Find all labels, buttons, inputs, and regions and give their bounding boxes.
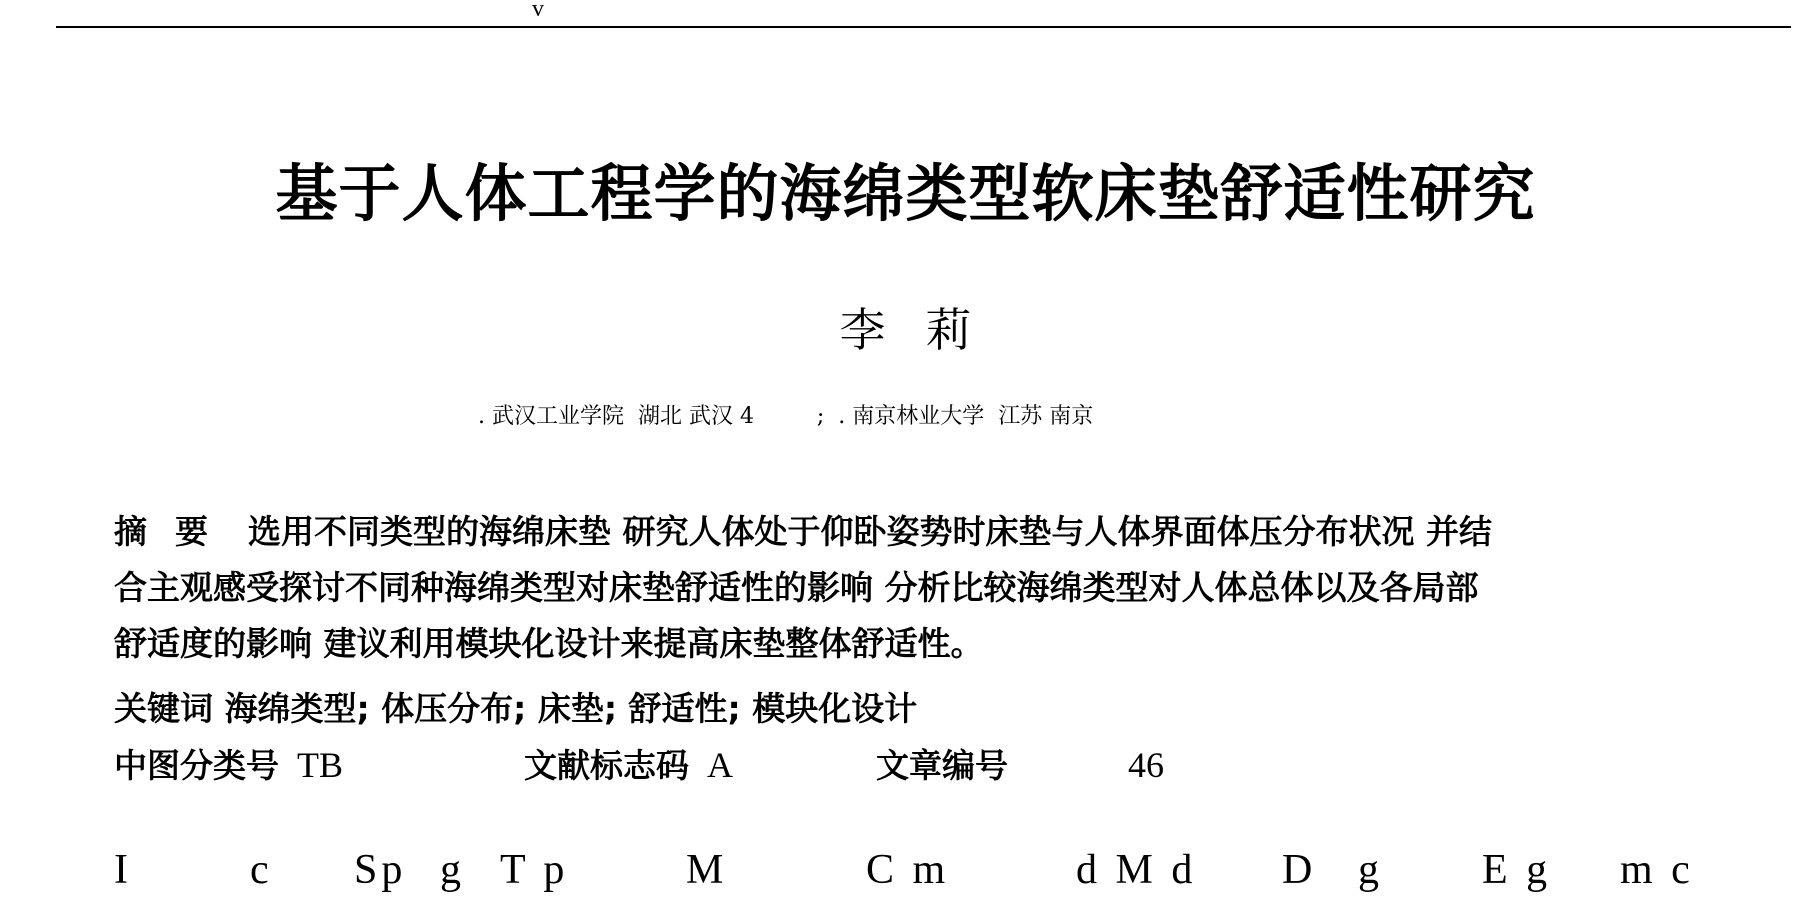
doc-code-value: A bbox=[707, 745, 733, 785]
english-title-fragment: c bbox=[250, 847, 273, 893]
english-title-fragment: D bbox=[1282, 847, 1317, 893]
running-header-mark: v bbox=[532, 0, 544, 22]
clc-number bbox=[114, 740, 343, 791]
english-title bbox=[114, 840, 1714, 900]
clc-label: 中图分类号 bbox=[114, 746, 279, 785]
document-code bbox=[524, 740, 733, 791]
abstract-line-3: 舒适度的影响 建议利用模块化设计来提高床垫整体舒适性。 bbox=[114, 624, 984, 663]
doc-code-label: 文献标志码 bbox=[524, 746, 689, 785]
english-title-fragment: E g bbox=[1482, 847, 1552, 893]
article-no-label: 文章编号 bbox=[876, 746, 1008, 785]
abstract-line-1 bbox=[114, 504, 1714, 560]
english-title-fragment: T p bbox=[500, 847, 569, 893]
english-title-fragment: I bbox=[114, 847, 132, 893]
english-title-fragment: d M d bbox=[1076, 847, 1197, 893]
paper-title: 基于人体工程学的海绵类型软床垫舒适性研究 bbox=[275, 157, 1536, 230]
abstract bbox=[114, 504, 1714, 672]
abstract-heading: 摘要 bbox=[114, 512, 236, 551]
english-title-fragment: g bbox=[440, 847, 465, 893]
english-title-fragment: m c bbox=[1620, 847, 1694, 893]
english-title-fragment: Sp bbox=[354, 847, 407, 893]
english-title-fragment: M bbox=[686, 847, 728, 893]
abstract-line-2: 合主观感受探讨不同种海绵类型对床垫舒适性的影响 分析比较海绵类型对人体总体以及各局部 bbox=[114, 568, 1479, 607]
article-no-value: 46 bbox=[1128, 745, 1164, 785]
article-number bbox=[876, 740, 1164, 791]
clc-value: TB bbox=[297, 745, 344, 785]
english-title-fragment: C m bbox=[866, 847, 950, 893]
author-affiliation: . 武汉工业学院 湖北 武汉 4 ; . 南京林业大学 江苏 南京 bbox=[478, 404, 1094, 429]
english-title-fragment: g bbox=[1358, 847, 1383, 893]
header-rule bbox=[56, 26, 1791, 28]
author-name: 李莉 bbox=[839, 303, 1012, 357]
abstract-text: 选用不同类型的海绵床垫 研究人体处于仰卧姿势时床垫与人体界面体压分布状况 并结 bbox=[248, 512, 1492, 551]
keywords: 关键词 海绵类型; 体压分布; 床垫; 舒适性; 模块化设计 bbox=[114, 689, 918, 728]
